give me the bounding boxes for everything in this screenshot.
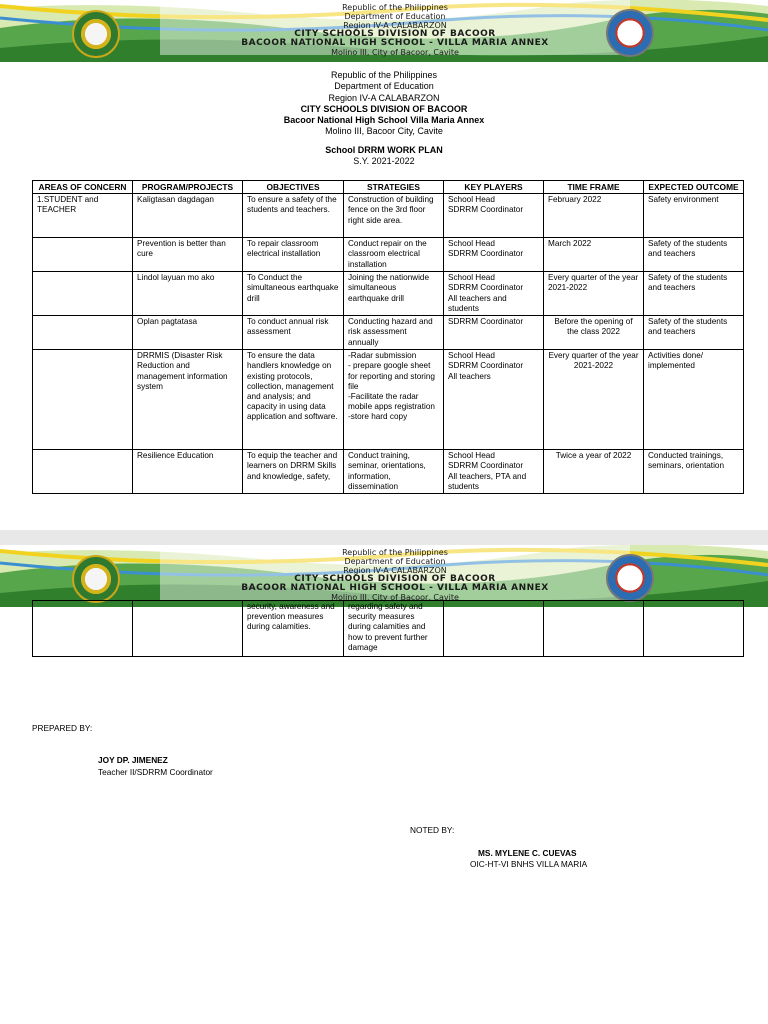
column-header: STRATEGIES (344, 181, 444, 194)
table-cell: Lindol layuan mo ako (133, 272, 243, 316)
plan-title-block (0, 145, 768, 167)
banner-line-6: Molino III, City of Bacoor, Cavite (331, 593, 459, 602)
table-cell: security, awareness and prevention measures during calamities. (243, 601, 344, 657)
table-cell: DRRMIS (Disaster Risk Reduction and management information system (133, 350, 243, 450)
table-cell: regarding safety and security measures during calamities and how to prevent further damage (344, 601, 444, 657)
noted-by-title: OIC-HT-VI BNHS VILLA MARIA (470, 859, 588, 869)
table-cell: Before the opening of the class 2022 (544, 316, 644, 350)
table-row (33, 450, 744, 494)
deped-seal-icon (72, 555, 120, 603)
table-cell: Kaligtasan dagdagan (133, 194, 243, 238)
table-cell: SDRRM Coordinator (444, 316, 544, 350)
table-cell: Activities done/ implemented (644, 350, 744, 450)
banner-line-2: Department of Education (344, 12, 446, 21)
header-address: Molino III, Bacoor City, Cavite (325, 126, 443, 137)
school-year: S.Y. 2021-2022 (353, 156, 415, 166)
table-cell: Safety of the students and teachers (644, 316, 744, 350)
table-cell: March 2022 (544, 238, 644, 272)
table-row (33, 194, 744, 238)
prepared-by-name: JOY DP. JIMENEZ (98, 755, 168, 765)
table-cell: Twice a year of 2022 (544, 450, 644, 494)
table-cell: School Head SDRRM Coordinator (444, 238, 544, 272)
table-cell: School Head SDRRM Coordinator (444, 194, 544, 238)
table-cell (544, 601, 644, 657)
banner-line-4: CITY SCHOOLS DIVISION OF BACOOR (294, 574, 496, 584)
table-cell (33, 316, 133, 350)
header-republic: Republic of the Philippines (330, 70, 438, 80)
table-row (33, 601, 744, 657)
banner-line-1: Republic of the Philippines (342, 548, 448, 557)
banner-line-5: BACOOR NATIONAL HIGH SCHOOL - VILLA MARIA ANNEX (241, 38, 549, 48)
column-header: KEY PLAYERS (444, 181, 544, 194)
table-cell: -Radar submission - prepare google sheet for reporting and storing file -Facilitate the radar mobile apps registration -store hard copy (344, 350, 444, 450)
banner-text (160, 3, 630, 57)
table-cell: Joining the nationwide simultaneous earthquake drill (344, 272, 444, 316)
banner-text (160, 548, 630, 602)
prepared-by-title: Teacher II/SDRRM Coordinator (98, 767, 213, 777)
table-cell: Safety of the students and teachers (644, 272, 744, 316)
table-cell: School Head SDRRM Coordinator All teachers, PTA and students (444, 450, 544, 494)
table-cell: To Conduct the simultaneous earthquake drill (243, 272, 344, 316)
drrm-plan-table (32, 180, 744, 494)
document-header (0, 70, 768, 138)
table-cell: Conducted trainings, seminars, orientation (644, 450, 744, 494)
table-cell: Conducting hazard and risk assessment annually (344, 316, 444, 350)
column-header: PROGRAM/PROJECTS (133, 181, 243, 194)
banner-line-2: Department of Education (344, 557, 446, 566)
banner-line-3: Region IV-A CALABARZON (343, 566, 447, 575)
banner-line-1: Republic of the Philippines (342, 3, 448, 12)
table-cell: Oplan pagtatasa (133, 316, 243, 350)
table-cell: To conduct annual risk assessment (243, 316, 344, 350)
banner-line-4: CITY SCHOOLS DIVISION OF BACOOR (294, 29, 496, 39)
letterhead-banner (0, 0, 768, 62)
plan-title: School DRRM WORK PLAN (325, 145, 443, 155)
banner-line-3: Region IV-A CALABARZON (343, 21, 447, 30)
banner-line-5: BACOOR NATIONAL HIGH SCHOOL - VILLA MARIA ANNEX (241, 583, 549, 593)
column-header: OBJECTIVES (243, 181, 344, 194)
table-cell (33, 272, 133, 316)
noted-by-label: NOTED BY: (410, 825, 455, 835)
table-cell (444, 601, 544, 657)
table-cell: Every quarter of the year 2021-2022 (544, 272, 644, 316)
drrm-plan-table-continued (32, 600, 744, 657)
table-row (33, 316, 744, 350)
table-cell: Conduct repair on the classroom electrical installation (344, 238, 444, 272)
table-cell (33, 238, 133, 272)
table-cell: To equip the teacher and learners on DRRM Skills and knowledge, safety, (243, 450, 344, 494)
table-cell (644, 601, 744, 657)
table-cell: School Head SDRRM Coordinator All teachers (444, 350, 544, 450)
prepared-by-label: PREPARED BY: (32, 723, 93, 733)
table-cell: Construction of building fence on the 3rd floor right side area. (344, 194, 444, 238)
page-2 (0, 545, 768, 1024)
table-cell: Safety environment (644, 194, 744, 238)
page-separator (0, 530, 768, 545)
banner-line-6: Molino III, City of Bacoor, Cavite (331, 48, 459, 57)
letterhead-banner (0, 545, 768, 607)
table-cell: Conduct training, seminar, orientations, information, dissemination (344, 450, 444, 494)
table-cell: Resilience Education (133, 450, 243, 494)
header-school: Bacoor National High School Villa Maria Annex (283, 115, 485, 126)
noted-by-name: MS. MYLENE C. CUEVAS (478, 848, 577, 858)
table-cell (33, 350, 133, 450)
table-cell: To ensure the data handlers knowledge on existing protocols, collection, management and analysis; and capacity in using data application and software. (243, 350, 344, 450)
table-cell: 1.STUDENT and TEACHER (33, 194, 133, 238)
table-cell (133, 601, 243, 657)
table-header-row (33, 181, 744, 194)
table-row (33, 350, 744, 450)
table-cell: Safety of the students and teachers (644, 238, 744, 272)
column-header: EXPECTED OUTCOME (644, 181, 744, 194)
table-cell: To ensure a safety of the students and teachers. (243, 194, 344, 238)
table-cell (33, 450, 133, 494)
column-header: TIME FRAME (544, 181, 644, 194)
table-row (33, 272, 744, 316)
column-header: AREAS OF CONCERN (33, 181, 133, 194)
header-department: Department of Education (334, 81, 434, 92)
table-cell: To repair classroom electrical installation (243, 238, 344, 272)
table-cell: Every quarter of the year 2021-2022 (544, 350, 644, 450)
table-cell: School Head SDRRM Coordinator All teachers and students (444, 272, 544, 316)
table-row (33, 238, 744, 272)
table-cell (33, 601, 133, 657)
table-cell: Prevention is better than cure (133, 238, 243, 272)
table-cell: February 2022 (544, 194, 644, 238)
header-division: CITY SCHOOLS DIVISION OF BACOOR (300, 103, 468, 114)
header-region: Region IV-A CALABARZON (328, 92, 440, 103)
deped-seal-icon (72, 10, 120, 58)
